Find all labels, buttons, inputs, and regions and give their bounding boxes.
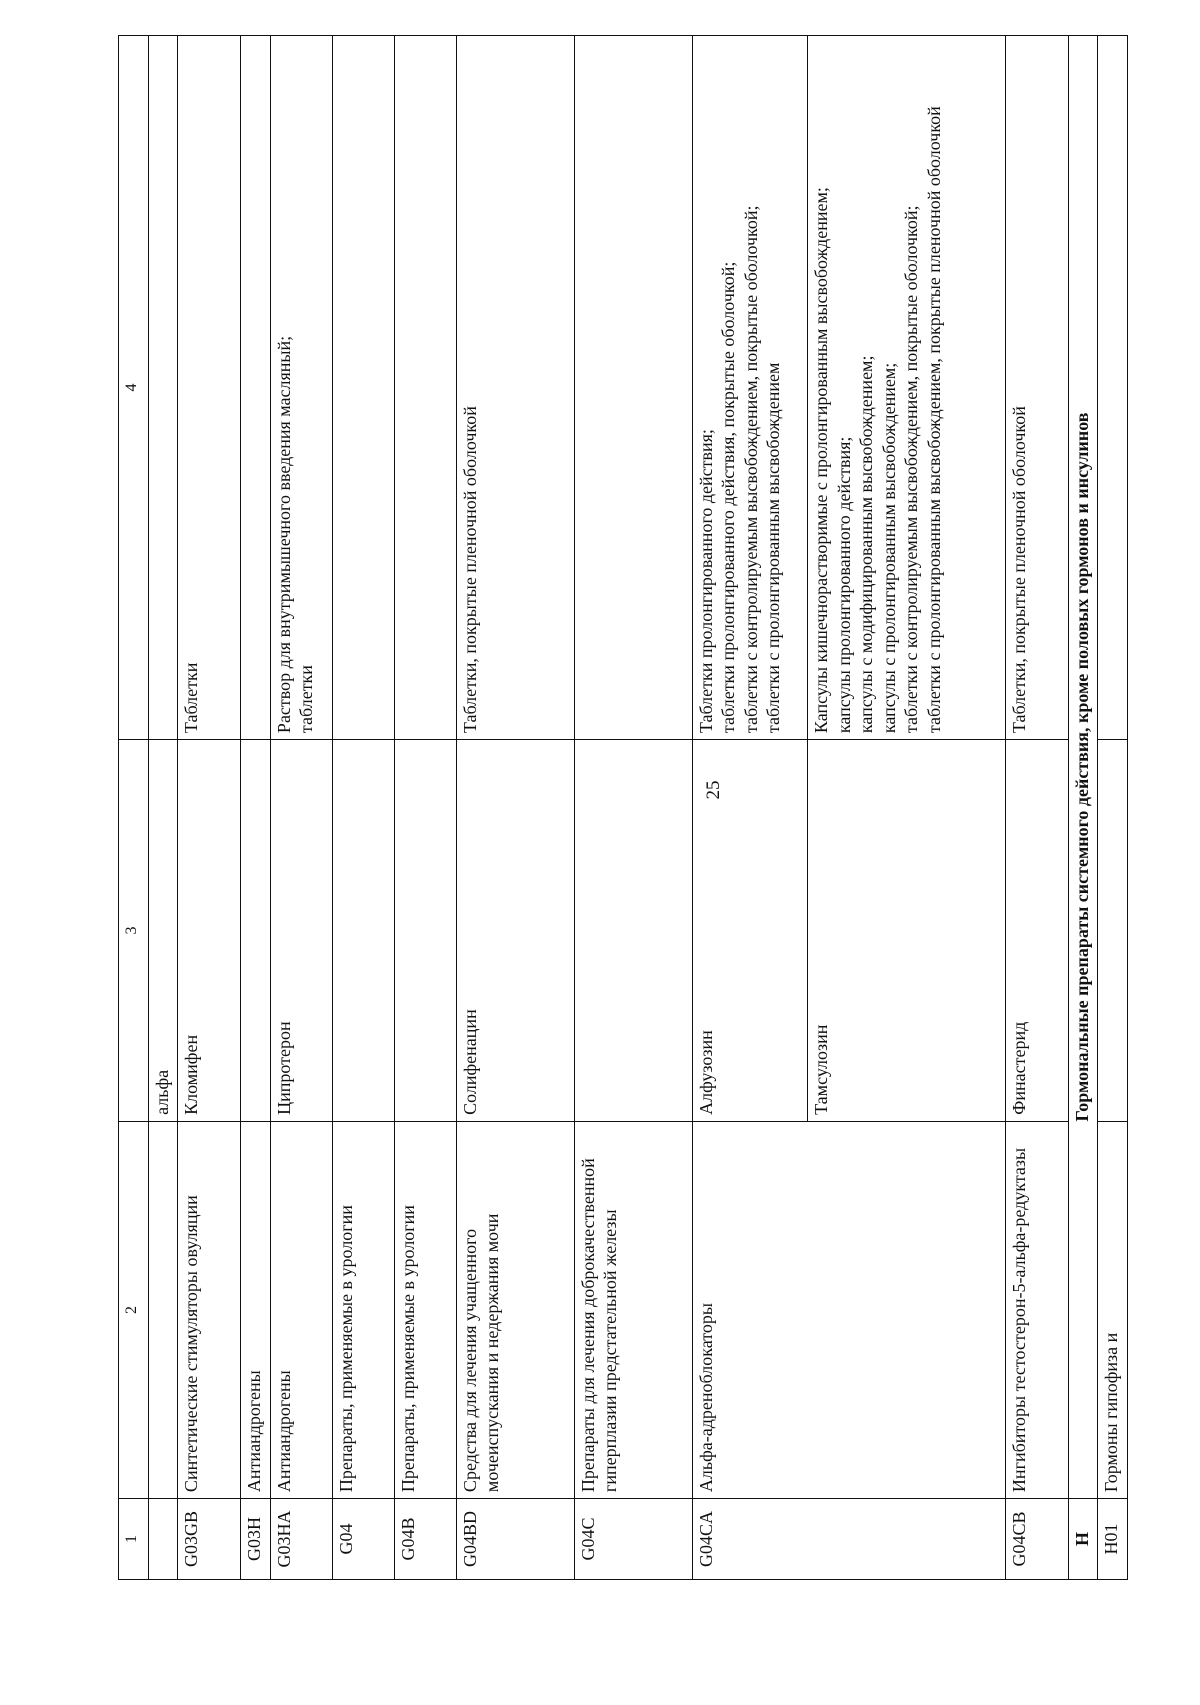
code-cell: G04CB: [1006, 1499, 1068, 1580]
form-line: капсулы с пролонгированным высвобождением;: [878, 362, 899, 734]
drug-cell: Ципротерон: [270, 740, 332, 1122]
group-cell: Антиандрогены: [240, 1121, 270, 1498]
group-cell: Гормоны гипофиза и: [1098, 1121, 1128, 1498]
form-line: таблетки с пролонгированным высвобождением, покрытые пленочной оболочкой: [923, 106, 944, 734]
forms-cell: [178, 36, 240, 740]
form-line: таблетки с контролируемым высвобождением, покрытые оболочкой;: [901, 205, 922, 734]
table-row: [178, 36, 240, 1580]
code-cell: G04B: [394, 1499, 456, 1580]
code-cell: G04CA: [692, 1499, 1006, 1580]
header-cell-3: 3: [119, 740, 149, 1122]
group-cell: Препараты, применяемые в урологии: [332, 1121, 394, 1498]
table-header-row: [119, 36, 149, 1580]
form-line: Таблетки: [181, 662, 202, 734]
table-row: [1098, 36, 1128, 1580]
code-cell: G03GB: [178, 1499, 240, 1580]
code-cell: G04: [332, 1499, 394, 1580]
header-cell-1: 1: [119, 1499, 149, 1580]
drug-table: [118, 35, 1128, 1580]
drug-cell: [574, 740, 692, 1122]
code-cell: [148, 1499, 177, 1580]
code-cell: G03H: [240, 1499, 270, 1580]
drug-cell: [394, 740, 456, 1122]
code-cell: G04C: [574, 1499, 692, 1580]
form-line: Раствор для внутримышечного введения масляный;: [273, 335, 294, 734]
table-container: [118, 35, 1128, 1580]
drug-cell: Солифенацин: [456, 740, 574, 1122]
forms-cell: [1006, 36, 1068, 740]
forms-cell: [574, 36, 692, 740]
section-row: [1068, 36, 1098, 1580]
drug-cell: Алфузозин: [692, 740, 808, 1122]
group-cell: Препараты, применяемые в урологии: [394, 1121, 456, 1498]
forms-cell: [808, 36, 1006, 740]
group-cell: Альфа-адреноблокаторы: [692, 1121, 1006, 1498]
header-cell-4: 4: [119, 36, 149, 740]
table-row: [1006, 36, 1068, 1580]
form-line: капсулы с модифицированным высвобождением;: [856, 355, 877, 734]
code-cell: H01: [1098, 1499, 1128, 1580]
table-row: [270, 36, 332, 1580]
drug-cell: [332, 740, 394, 1122]
table-row: [332, 36, 394, 1580]
drug-cell: Кломифен: [178, 740, 240, 1122]
drug-cell: [240, 740, 270, 1122]
form-line: таблетки: [296, 665, 317, 734]
forms-cell: [240, 36, 270, 740]
section-title: Гормональные препараты системного действия, кроме половых гормонов и инсулинов: [1068, 36, 1098, 1499]
form-line: капсулы пролонгированного действия;: [833, 436, 854, 734]
table-row: [148, 36, 177, 1580]
page-number: 25: [703, 780, 724, 800]
drug-cell: Тамсулозин: [808, 740, 1006, 1122]
form-line: таблетки пролонгированного действия, покрытые оболочкой;: [718, 261, 739, 734]
forms-cell: [332, 36, 394, 740]
section-code-cell: H: [1068, 1499, 1098, 1580]
group-cell: Антиандрогены: [270, 1121, 332, 1498]
group-cell: Средства для лечения учащенного мочеиспускания и недержания мочи: [456, 1121, 574, 1498]
form-line: таблетки с пролонгированным высвобождением: [763, 362, 784, 734]
group-cell: [148, 1121, 177, 1498]
forms-cell: [394, 36, 456, 740]
form-line: Таблетки, покрытые пленочной оболочкой: [459, 406, 480, 734]
forms-cell: [692, 36, 808, 740]
form-line: Таблетки, покрытые пленочной оболочкой: [1009, 406, 1030, 734]
form-line: Капсулы кишечнорастворимые с пролонгированным высвобождением;: [811, 187, 832, 734]
forms-cell: [270, 36, 332, 740]
forms-cell: [456, 36, 574, 740]
drug-cell: Финастерид: [1006, 740, 1068, 1122]
table-row: [456, 36, 574, 1580]
header-cell-2: 2: [119, 1121, 149, 1498]
table-row: [692, 36, 808, 1580]
group-cell: Препараты для лечения доброкачественной гиперплазии предстательной железы: [574, 1121, 692, 1498]
form-line: таблетки с контролируемым высвобождением, покрытые оболочкой;: [740, 205, 761, 734]
drug-cell: альфа: [148, 740, 177, 1122]
table-row: [394, 36, 456, 1580]
group-cell: Ингибиторы тестостерон-5-альфа-редуктазы: [1006, 1121, 1068, 1498]
code-cell: G04BD: [456, 1499, 574, 1580]
table-row: [240, 36, 270, 1580]
forms-cell: [148, 36, 177, 740]
forms-cell: [1098, 36, 1128, 740]
code-cell: G03HA: [270, 1499, 332, 1580]
group-cell: Синтетические стимуляторы овуляции: [178, 1121, 240, 1498]
table-row: [574, 36, 692, 1580]
form-line: Таблетки пролонгированного действия;: [695, 429, 716, 734]
drug-cell: [1098, 740, 1128, 1122]
